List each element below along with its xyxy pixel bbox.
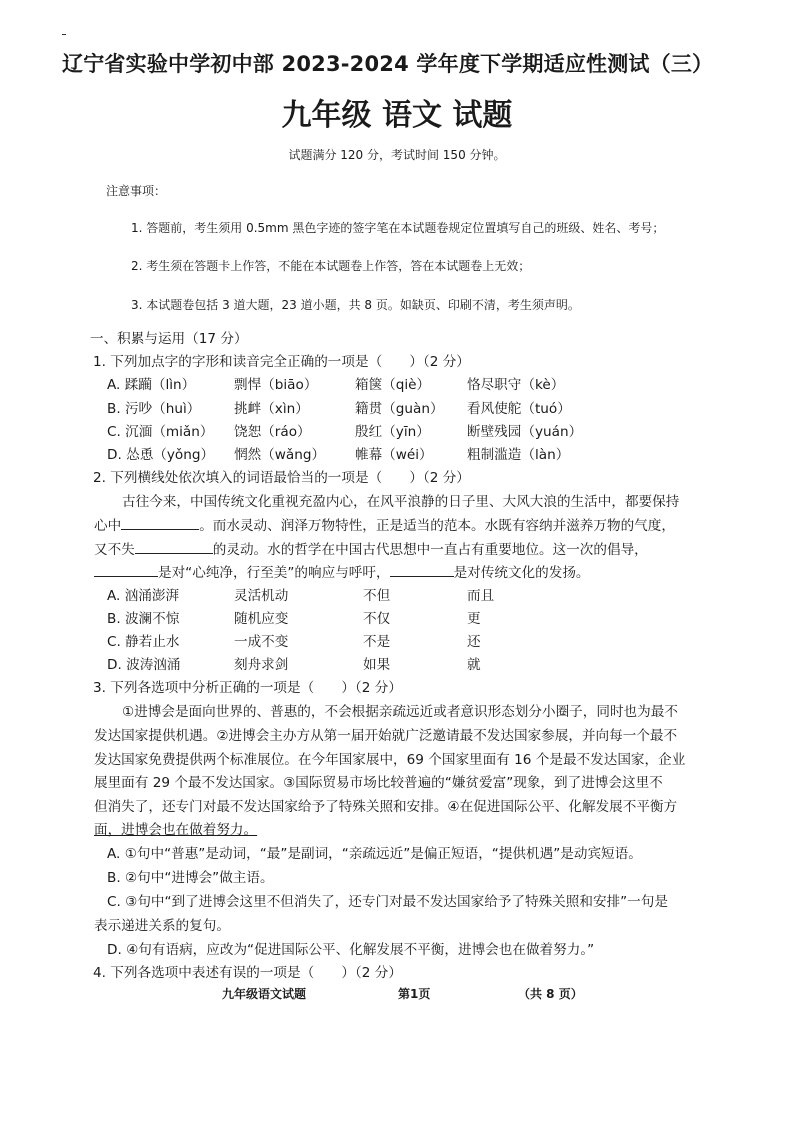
option-cell: 灵活机动 (234, 588, 289, 604)
answer-blank (94, 562, 158, 577)
option-cell: B. 污吵（huì） (107, 401, 201, 417)
option-b: B. ②句中“进博会”做主语。 (107, 870, 274, 886)
option-cell: 粗制滥造（làn） (467, 447, 570, 463)
option-cell: 随机应变 (234, 611, 289, 627)
passage-text: 心中 (94, 518, 122, 534)
option-cell: 刻舟求剑 (234, 657, 289, 673)
option-cell: 惘然（wǎng） (234, 447, 326, 463)
answer-blank (390, 562, 454, 577)
option-c-continued: 表示递进关系的复句。 (94, 918, 230, 934)
passage-line: 古往今来，中国传统文化重视充盈内心，在风平浪静的日子里、大风大浪的生活中，都要保持 (122, 494, 680, 510)
option-cell: 更 (467, 611, 481, 627)
answer-blank (121, 515, 199, 530)
footer-subject: 九年级语文试题 (222, 987, 307, 1001)
option-cell: 断壁残园（yuán） (467, 424, 583, 440)
question-2-stem: 2. 下列横线处依次填入的词语最恰当的一项是（ ）（2 分） (93, 470, 470, 486)
passage-line: 发达国家提供机遇。②进博会主办方从第一届开始就广泛邀请最不发达国家参展，并向每一个最不 (94, 728, 678, 744)
question-1-stem: 1. 下列加点字的字形和读音完全正确的一项是（ ）（2 分） (93, 354, 470, 370)
option-cell: 箱箧（qiè） (355, 377, 431, 393)
passage-line (94, 514, 675, 534)
option-cell: 不是 (363, 634, 391, 650)
passage-line: 发达国家免费提供两个标准展位。在今年国家展中，69 个国家里面有 16 个是最不发达国家，企业 (94, 752, 686, 768)
option-cell: A. 蹂躏（lìn） (107, 377, 196, 393)
option-cell: 挑衅（xìn） (234, 401, 309, 417)
exam-info: 试题满分 120 分，考试时间 150 分钟。 (288, 148, 506, 162)
option-cell: 就 (467, 657, 481, 673)
section-title: 一、积累与运用（17 分） (90, 331, 248, 347)
passage-line (94, 561, 590, 581)
answer-blank (135, 539, 213, 554)
option-cell: 籍贯（guàn） (355, 401, 444, 417)
option-cell: 殷红（yīn） (355, 424, 430, 440)
passage-text: 是对传统文化的发扬。 (453, 565, 590, 581)
option-cell: C. 静若止水 (107, 634, 180, 650)
notice-item: 1. 答题前，考生须用 0.5mm 黑色字迹的签字笔在本试题卷规定位置填写自己的班级、姓名、考号； (131, 221, 665, 235)
option-cell: 饶恕（ráo） (234, 424, 311, 440)
option-cell: D. 怂恿（yǒng） (107, 447, 215, 463)
option-cell: 一成不变 (234, 634, 289, 650)
option-cell: 而且 (467, 588, 495, 604)
option-cell: 看风使舵（tuó） (467, 401, 571, 417)
option-a: A. ①句中“普惠”是动词，“最”是副词，“亲疏远近”是偏正短语，“提供机遇”是动宾短语。 (107, 846, 642, 862)
option-cell: 恪尽职守（kè） (467, 377, 565, 393)
passage-line: ①进博会是面向世界的、普惠的，不会根据亲疏远近或者意识形态划分小圈子，同时也为最不 (122, 704, 678, 720)
option-cell: A. 汹涌澎湃 (107, 588, 180, 604)
option-cell: 还 (467, 634, 481, 650)
option-cell: 剽悍（biāo） (234, 377, 318, 393)
question-4-stem: 4. 下列各选项中表述有误的一项是（ ）（2 分） (93, 965, 402, 981)
option-cell: 如果 (363, 657, 391, 673)
passage-text: 的灵动。水的哲学在中国古代思想中一直占有重要地位。这一次的倡导， (212, 542, 648, 558)
option-cell: D. 波涛汹涌 (107, 657, 181, 673)
passage-text: 。而水灵动、润泽万物特性，正是适当的范本。水既有容纳并滋养万物的气度， (199, 518, 675, 534)
option-cell: 不仅 (363, 611, 391, 627)
passage-line: 面，进博会也在做着努力。 (94, 822, 258, 838)
option-d: D. ④句有语病，应改为“促进国际公平、化解发展不平衡，进博会也在做着努力。” (107, 942, 595, 958)
notice-item: 2. 考生须在答题卡上作答，不能在本试题卷上作答，答在本试题卷上无效； (131, 259, 531, 273)
footer-page: 第1页 (398, 987, 431, 1001)
option-cell: C. 沉湎（miǎn） (107, 424, 214, 440)
notice-heading: 注意事项： (106, 184, 167, 198)
passage-line: 展里面有 29 个最不发达国家。③国际贸易市场比较普遍的“嫌贫爱富”现象，到了进博会这里不 (94, 775, 663, 791)
school-title: 辽宁省实验中学初中部 2023-2024 学年度下学期适应性测试（三） (62, 52, 714, 76)
option-cell: 不但 (363, 588, 391, 604)
passage-text: 又不失 (94, 542, 135, 558)
question-3-stem: 3. 下列各选项中分析正确的一项是（ ）（2 分） (93, 680, 402, 696)
scan-mark (62, 34, 66, 35)
main-title: 九年级 语文 试题 (281, 98, 513, 133)
option-c: C. ③句中“到了进博会这里不但消失了，还专门对最不发达国家给予了特殊关照和安排”一句是 (107, 894, 668, 910)
passage-line (94, 538, 648, 558)
notice-item: 3. 本试题卷包括 3 道大题，23 道小题，共 8 页。如缺页、印刷不清，考生须声明。 (131, 298, 580, 312)
passage-line: 但消失了，还专门对最不发达国家给予了特殊关照和安排。④在促进国际公平、化解发展不平衡方 (94, 799, 678, 815)
footer-total: （共 8 页） (518, 987, 583, 1001)
option-cell: 帷幕（wéi） (355, 447, 433, 463)
option-cell: B. 波澜不惊 (107, 611, 180, 627)
passage-text: 是对“心纯净，行至美”的响应与呼吁， (158, 565, 390, 581)
